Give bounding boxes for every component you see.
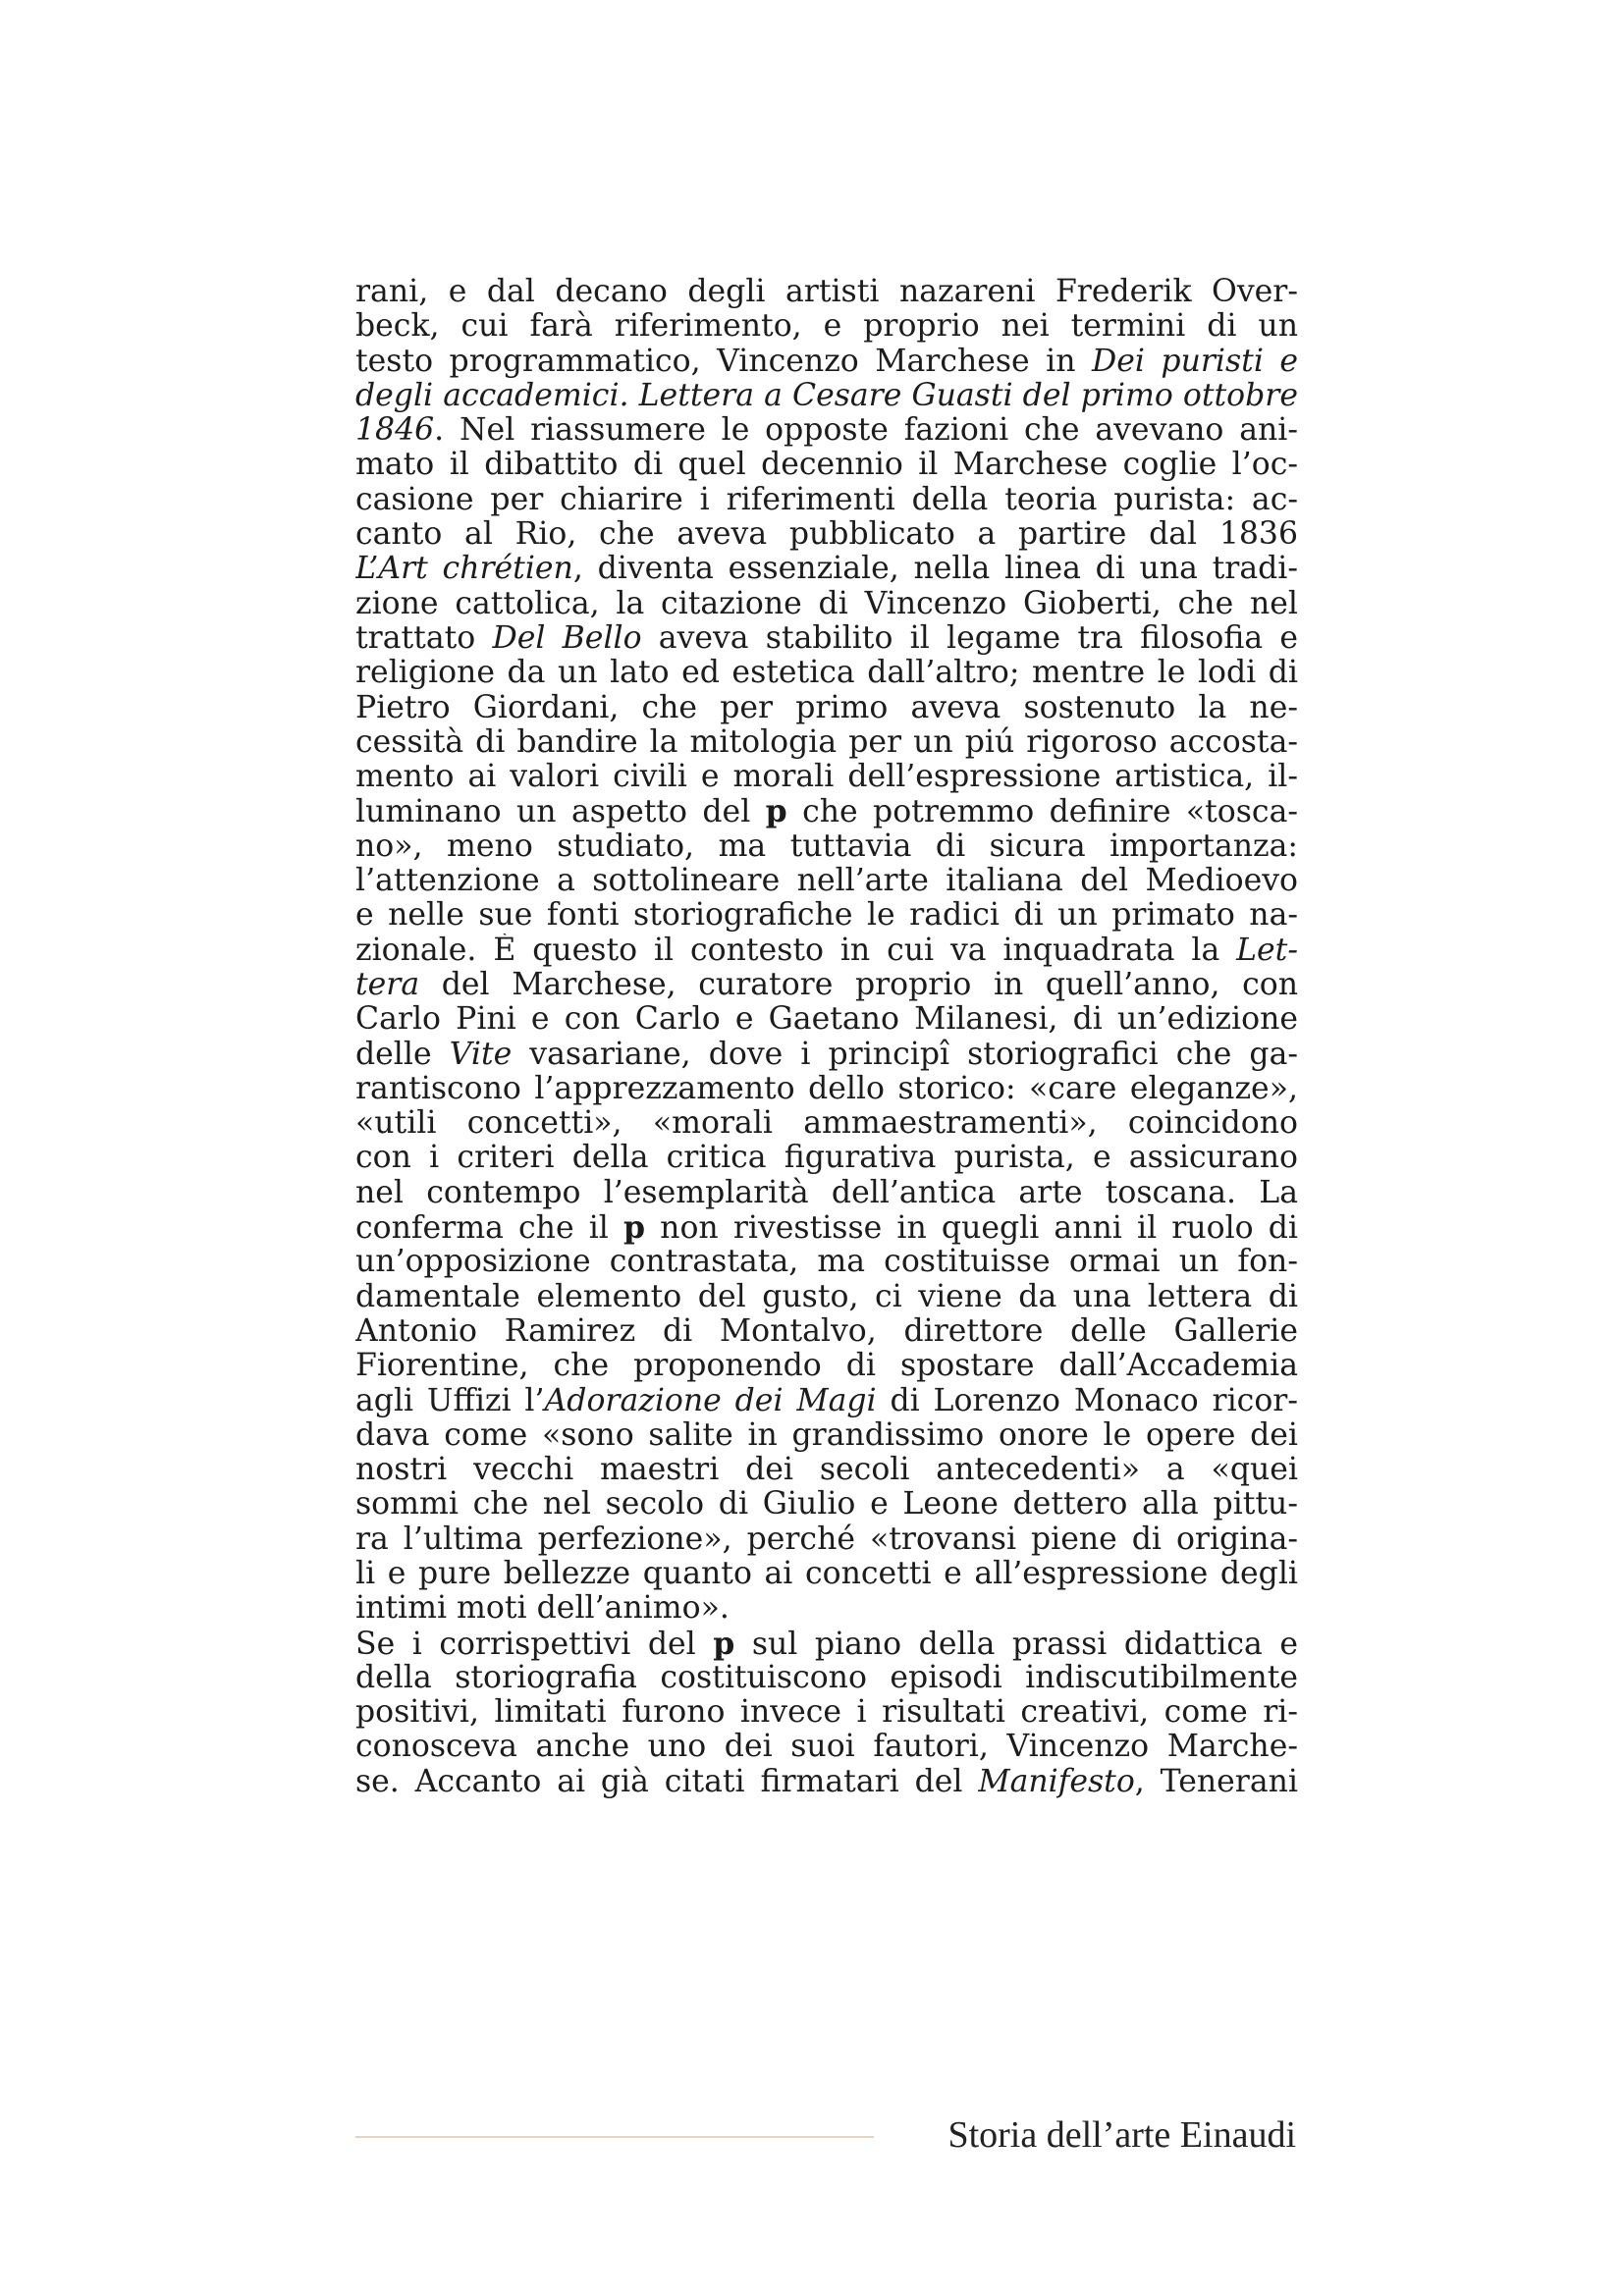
italic-text: Dei puristi e	[1091, 344, 1298, 379]
text-run: zionale. È questo il contesto in cui va inquadrata la	[355, 933, 1237, 968]
text-line	[355, 1661, 1298, 1695]
text-line	[355, 934, 1298, 968]
italic-text: Vite	[449, 1037, 513, 1072]
italic-text: Del Bello	[492, 620, 642, 656]
text-run: nostri vecchi maestri dei secoli antecedenti» a «quei	[355, 1453, 1298, 1488]
text-line	[355, 1141, 1298, 1175]
text-run: e nelle sue fonti storiografiche le radici di un primato na-	[355, 898, 1298, 934]
text-run: non rivestisse in quegli anni il ruolo di	[645, 1210, 1298, 1246]
text-line	[355, 968, 1298, 1002]
italic-text: 1846	[355, 413, 435, 449]
text-run: nel contempo l’esemplarità dell’antica arte toscana. La	[355, 1175, 1298, 1210]
text-line	[355, 1627, 1298, 1661]
text-line	[355, 691, 1298, 725]
text-run: con i criteri della critica figurativa purista, e assicurano	[355, 1141, 1298, 1176]
text-line	[355, 1765, 1298, 1799]
text-run: di Lorenzo Monaco ricor-	[876, 1383, 1298, 1418]
text-line	[355, 1210, 1298, 1245]
italic-text: tera	[355, 967, 420, 1002]
text-run: , diventa essenziale, nella linea di una tradi-	[572, 552, 1298, 587]
footer-rule	[355, 2136, 874, 2138]
italic-text: Adorazione dei Magi	[544, 1383, 877, 1418]
text-run: agli Uffizi l’	[355, 1383, 545, 1418]
text-line	[355, 864, 1298, 898]
text-run: Fiorentine, che proponendo di spostare dall’Accademia	[355, 1349, 1298, 1384]
text-line	[355, 483, 1298, 517]
text-run: . Nel riassumere le opposte fazioni che avevano ani-	[434, 413, 1298, 449]
text-run: l’attenzione a sottolineare nell’arte italiana del Medioevo	[355, 864, 1298, 899]
text-run: Se i corrispettivi del	[355, 1626, 714, 1661]
text-run: rantiscono l’apprezzamento dello storico: «care eleganze»,	[355, 1071, 1298, 1106]
text-run: un’opposizione contrastata, ma costituisse ormai un fon-	[355, 1245, 1298, 1280]
text-run: ra l’ultima perfezione», perché «trovansi piene di origina-	[355, 1522, 1298, 1557]
text-run: se. Accanto ai già citati firmatari del	[355, 1764, 979, 1799]
text-run: dava come «sono salite in grandissimo onore le opere dei	[355, 1417, 1298, 1453]
bold-abbreviation: p	[623, 1210, 646, 1246]
text-line	[355, 309, 1298, 344]
text-run: positivi, limitati furono invece i risultati creativi, come ri-	[355, 1695, 1298, 1731]
text-run: vasariane, dove i principî storiografici che ga-	[512, 1037, 1298, 1072]
italic-text: Manifesto	[978, 1764, 1135, 1799]
text-line	[355, 1418, 1298, 1453]
italic-text: Let-	[1236, 933, 1298, 968]
bold-abbreviation: p	[765, 794, 787, 829]
text-line	[355, 1522, 1298, 1557]
text-run: canto al Rio, che aveva pubblicato a partire dal 1836	[355, 517, 1298, 553]
text-line	[355, 1314, 1298, 1349]
text-line	[355, 517, 1298, 552]
text-line	[355, 1453, 1298, 1487]
text-run: intimi moti dell’animo».	[355, 1591, 730, 1627]
text-run: cessità di bandire la mitologia per un piú rigoroso accosta-	[355, 724, 1298, 760]
text-run: li e pure bellezze quanto ai concetti e all’espressione degli	[355, 1556, 1298, 1591]
text-run: sul piano della prassi didattica e	[734, 1626, 1298, 1661]
text-line	[355, 621, 1298, 656]
text-line	[355, 1695, 1298, 1730]
body-text	[355, 275, 1298, 1799]
text-line	[355, 1557, 1298, 1591]
text-line	[355, 587, 1298, 621]
text-run: che potremmo definire «tosca-	[786, 794, 1298, 829]
text-line	[355, 1176, 1298, 1210]
text-line	[355, 829, 1298, 864]
footer-publisher-label: Storia dell’arte Einaudi	[947, 2114, 1296, 2156]
text-run: sommi che nel secolo di Giulio e Leone dettero alla pittu-	[355, 1487, 1298, 1522]
text-run: damentale elemento del gusto, ci viene da una lettera di	[355, 1279, 1298, 1314]
text-line	[355, 1245, 1298, 1279]
text-line	[355, 1384, 1298, 1418]
text-line	[355, 760, 1298, 794]
italic-text: degli accademici. Lettera a Cesare Guasti del primo ottobre	[355, 378, 1298, 413]
text-run: casione per chiarire i riferimenti della teoria purista: ac-	[355, 482, 1298, 517]
text-line	[355, 379, 1298, 413]
text-line	[355, 1591, 1298, 1626]
text-run: mato il dibattito di quel decennio il Marchese coglie l’oc-	[355, 448, 1298, 483]
text-line	[355, 275, 1298, 309]
text-line	[355, 656, 1298, 690]
text-line	[355, 552, 1298, 586]
text-run: della storiografia costituiscono episodi indiscutibilmente	[355, 1660, 1298, 1695]
text-line	[355, 725, 1298, 760]
text-line	[355, 448, 1298, 482]
text-run: Pietro Giordani, che per primo aveva sostenuto la ne-	[355, 690, 1298, 725]
text-line	[355, 1280, 1298, 1314]
text-run: «utili concetti», «morali ammaestramenti», coincidono	[355, 1106, 1298, 1142]
bold-abbreviation: p	[713, 1626, 735, 1661]
text-run: , Tenerani	[1134, 1764, 1298, 1799]
italic-text: L’Art chrétien	[355, 552, 573, 587]
text-line	[355, 1072, 1298, 1106]
text-run: delle	[355, 1037, 450, 1072]
text-run: trattato	[355, 620, 493, 656]
text-line	[355, 345, 1298, 379]
text-run: Antonio Ramirez di Montalvo, direttore delle Gallerie	[355, 1313, 1298, 1349]
text-run: zione cattolica, la citazione di Vincenzo Gioberti, che nel	[355, 586, 1298, 621]
text-run: beck, cui farà riferimento, e proprio nei termini di un	[355, 309, 1298, 345]
text-line	[355, 1106, 1298, 1141]
text-run: conosceva anche uno dei suoi fautori, Vincenzo Marche-	[355, 1730, 1298, 1765]
text-line	[355, 1038, 1298, 1072]
text-run: rani, e dal decano degli artisti nazareni Frederik Over-	[355, 275, 1298, 309]
text-line	[355, 1002, 1298, 1037]
text-run: religione da un lato ed estetica dall’altro; mentre le lodi di	[355, 656, 1298, 691]
text-run: testo programmatico, Vincenzo Marchese in	[355, 344, 1092, 379]
text-line	[355, 413, 1298, 448]
text-run: del Marchese, curatore proprio in quell’anno, con	[419, 967, 1298, 1002]
text-line	[355, 1349, 1298, 1383]
text-run: mento ai valori civili e morali dell’espressione artistica, il-	[355, 760, 1298, 795]
text-run: conferma che il	[355, 1210, 624, 1246]
text-line	[355, 1487, 1298, 1522]
text-line	[355, 898, 1298, 933]
text-line	[355, 1730, 1298, 1764]
text-run: luminano un aspetto del	[355, 794, 766, 829]
text-line	[355, 794, 1298, 828]
text-run: aveva stabilito il legame tra filosofia e	[641, 620, 1298, 656]
text-run: no», meno studiato, ma tuttavia di sicura importanza:	[355, 828, 1298, 864]
text-run: Carlo Pini e con Carlo e Gaetano Milanesi, di un’edizione	[355, 1002, 1298, 1038]
